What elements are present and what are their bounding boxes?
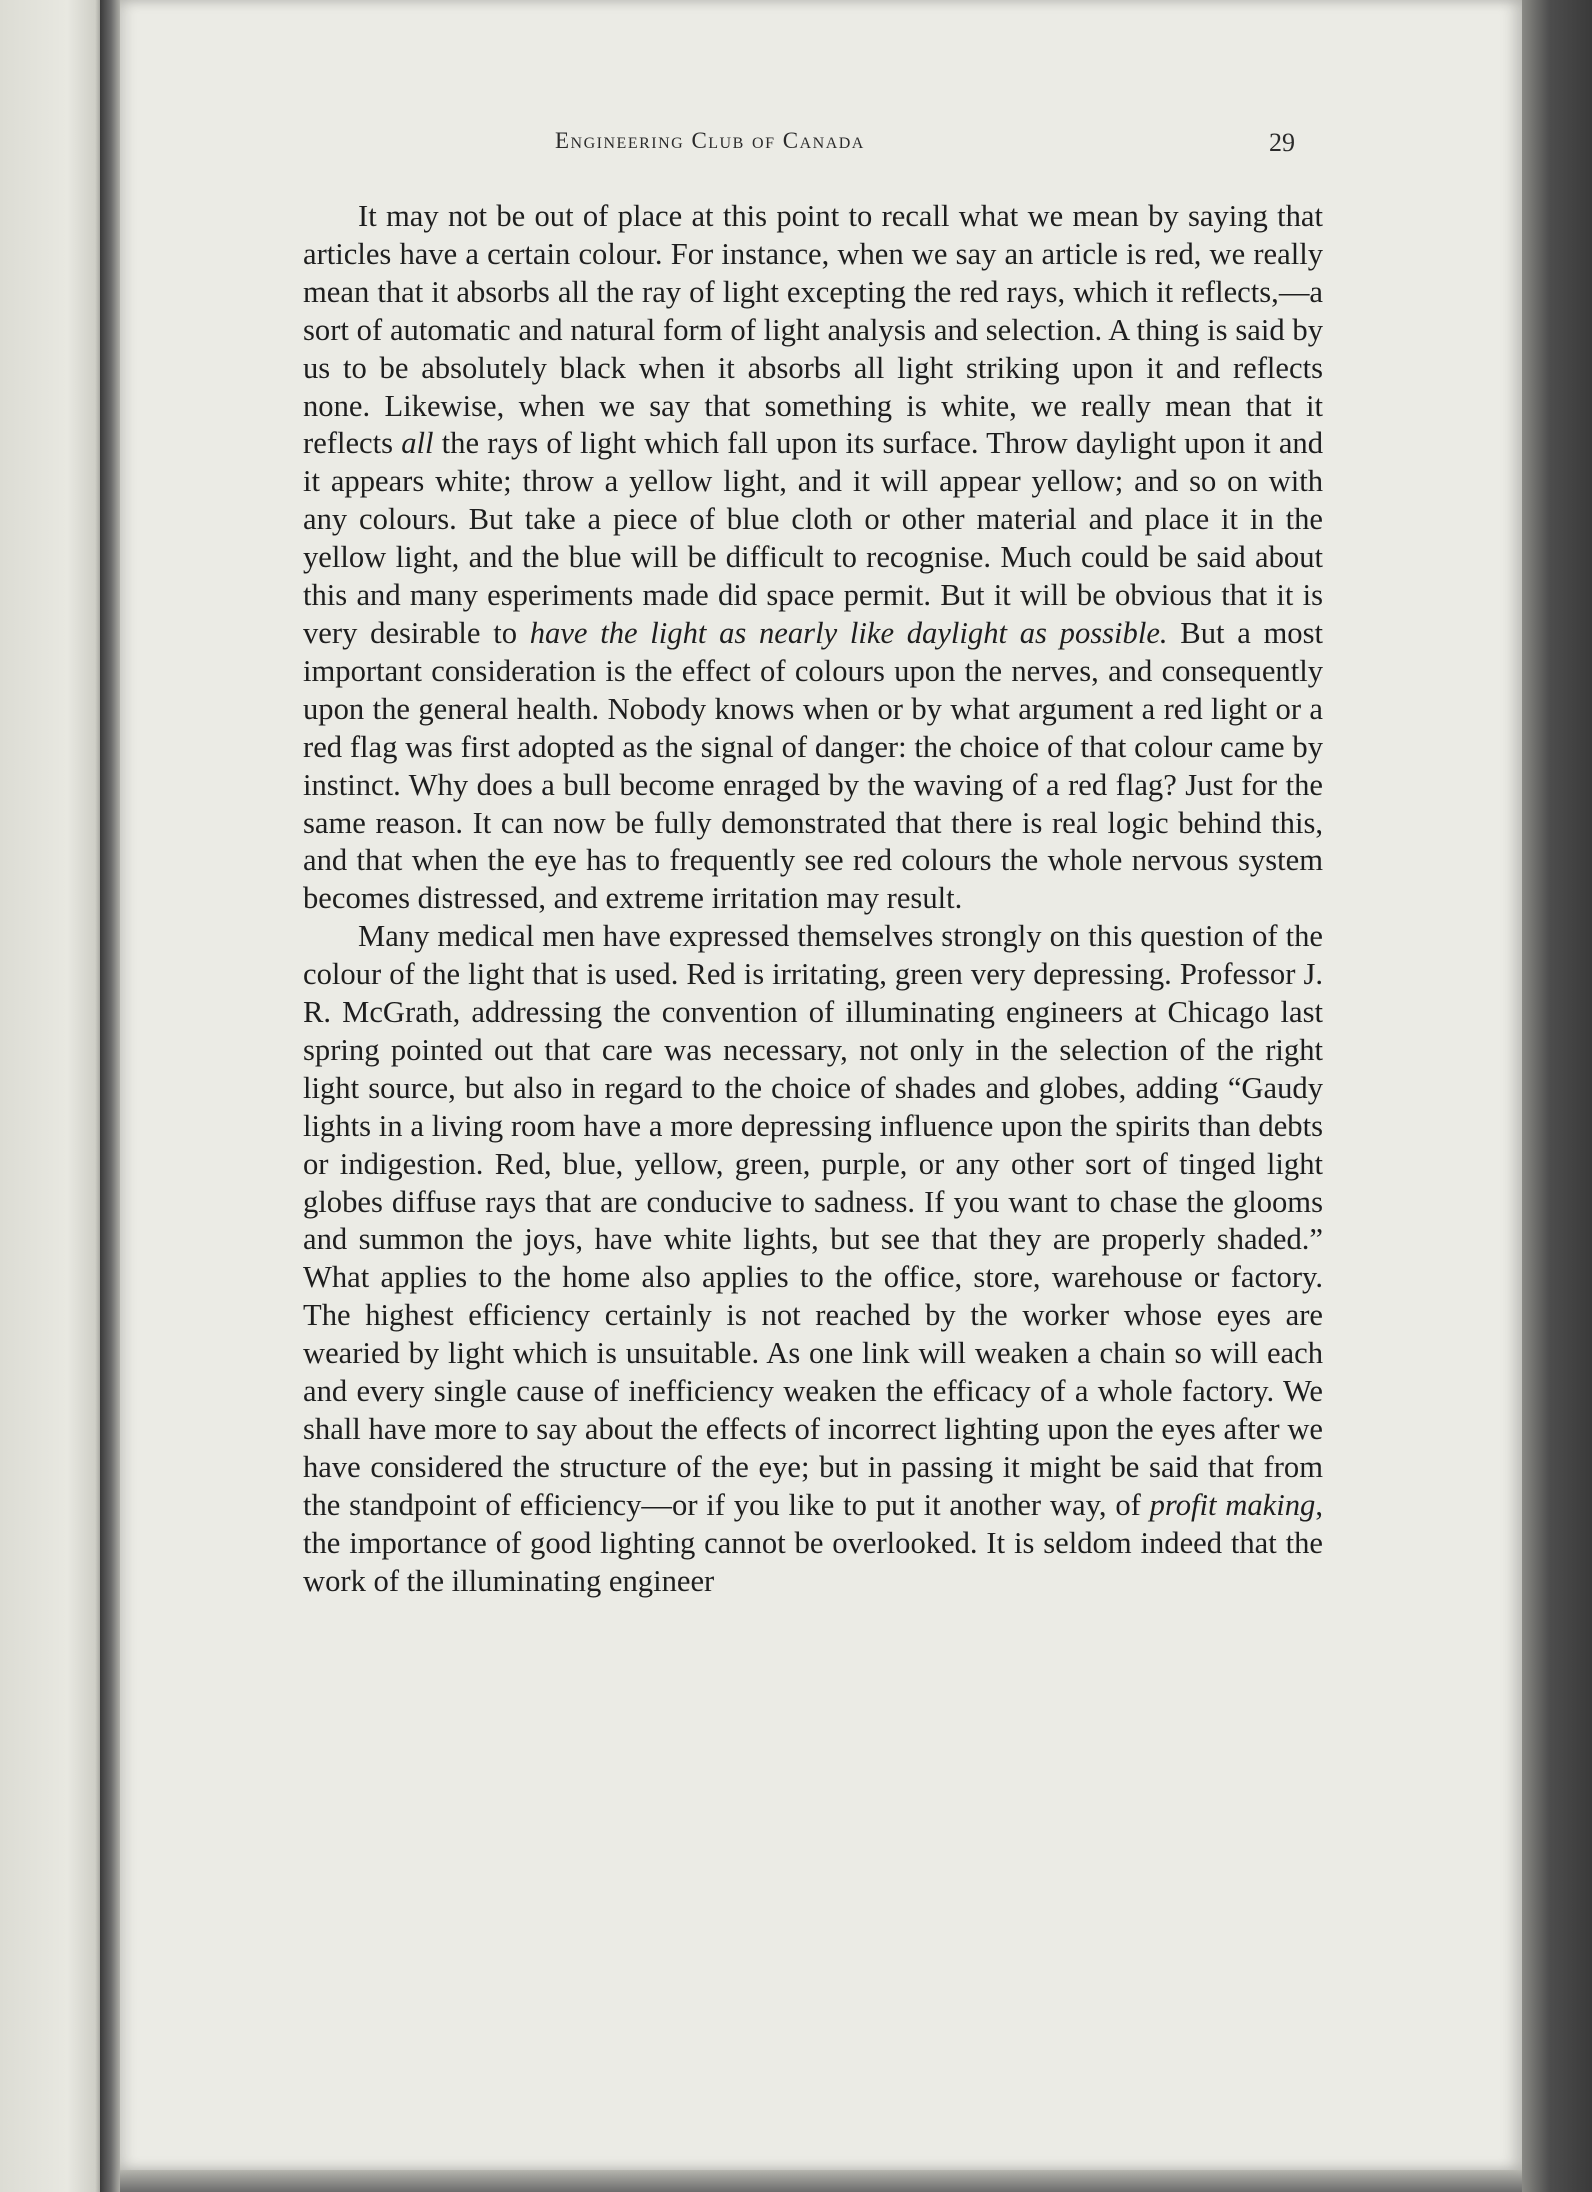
italic-profit-making: profit making — [1149, 1487, 1316, 1522]
body-text — [303, 198, 1323, 1601]
page-number: 29 — [1269, 128, 1295, 157]
paragraph-1-part-b: the rays of light which fall upon its surface. Throw daylight upon it and it appears white; throw a yellow light, and it will appear yellow; and so on with any colours. But take a piece of blue cloth or other material and place it in the yellow light, and the blue will be difficult to recognise. Much could be said about this and many esperiments made did space permit. But it will be obvious that it is very desirable to — [303, 426, 1323, 650]
paragraph-1-part-a: It may not be out of place at this point to recall what we mean by saying that articles have a certain colour. For instance, when we say an article is red, we really mean that it absorbs all the ray of light excepting the red rays, which it reflects,—a sort of automatic and natural form of light analysis and selection. A thing is said by us to be absolutely black when it absorbs all light striking upon it and reflects none. Likewise, when we say that something is white, we really mean that it reflects — [303, 199, 1323, 461]
page-header — [555, 128, 1315, 168]
paragraph-1 — [303, 198, 1323, 918]
page-bottom-border — [120, 2170, 1522, 2192]
book-gutter — [100, 0, 122, 2192]
italic-all: all — [401, 426, 434, 461]
paragraph-2 — [303, 918, 1323, 1600]
running-head: Engineering Club of Canada — [555, 128, 865, 153]
page-right-border — [1522, 0, 1592, 2192]
paragraph-2-part-b: , the importance of good lighting cannot be overlooked. It is seldom indeed that the work of the illuminating engineer — [303, 1487, 1323, 1598]
previous-page-edge — [0, 0, 112, 2192]
paragraph-2-part-a: Many medical men have expressed themselves strongly on this question of the colour of the light that is used. Red is irritating, green very depressing. Professor J. R. McGrath, addressing the convention of illuminating engineers at Chicago last spring pointed out that care was necessary, not only in the selection of the right light source, but also in regard to the choice of shades and globes, adding “Gaudy lights in a living room have a more depressing influence upon the spirits than debts or indigestion. Red, blue, yellow, green, purple, or any other sort of tinged light globes diffuse rays that are conducive to sadness. If you want to chase the glooms and summon the joys, have white lights, but see that they are properly shaded.” What applies to the home also applies to the office, store, warehouse or factory. The highest efficiency certainly is not reached by the worker whose eyes are wearied by light which is unsuitable. As one link will weaken a chain so will each and every single cause of inefficiency weaken the efficacy of a whole factory. We shall have more to say about the effects of incorrect lighting upon the eyes after we have considered the structure of the eye; but in passing it might be said that from the standpoint of efficiency—or if you like to put it another way, of — [303, 919, 1323, 1522]
paragraph-1-part-c: But a most important consideration is the effect of colours upon the nerves, and consequently upon the general health. Nobody knows when or by what argument a red light or a red flag was first adopted as the signal of danger: the choice of that colour came by instinct. Why does a bull become enraged by the waving of a red flag? Just for the same reason. It can now be fully demonstrated that there is real logic behind this, and that when the eye has to frequently see red colours the whole nervous system becomes distressed, and extreme irritation may result. — [303, 615, 1323, 916]
italic-daylight-phrase: have the light as nearly like daylight as possible. — [529, 615, 1168, 650]
